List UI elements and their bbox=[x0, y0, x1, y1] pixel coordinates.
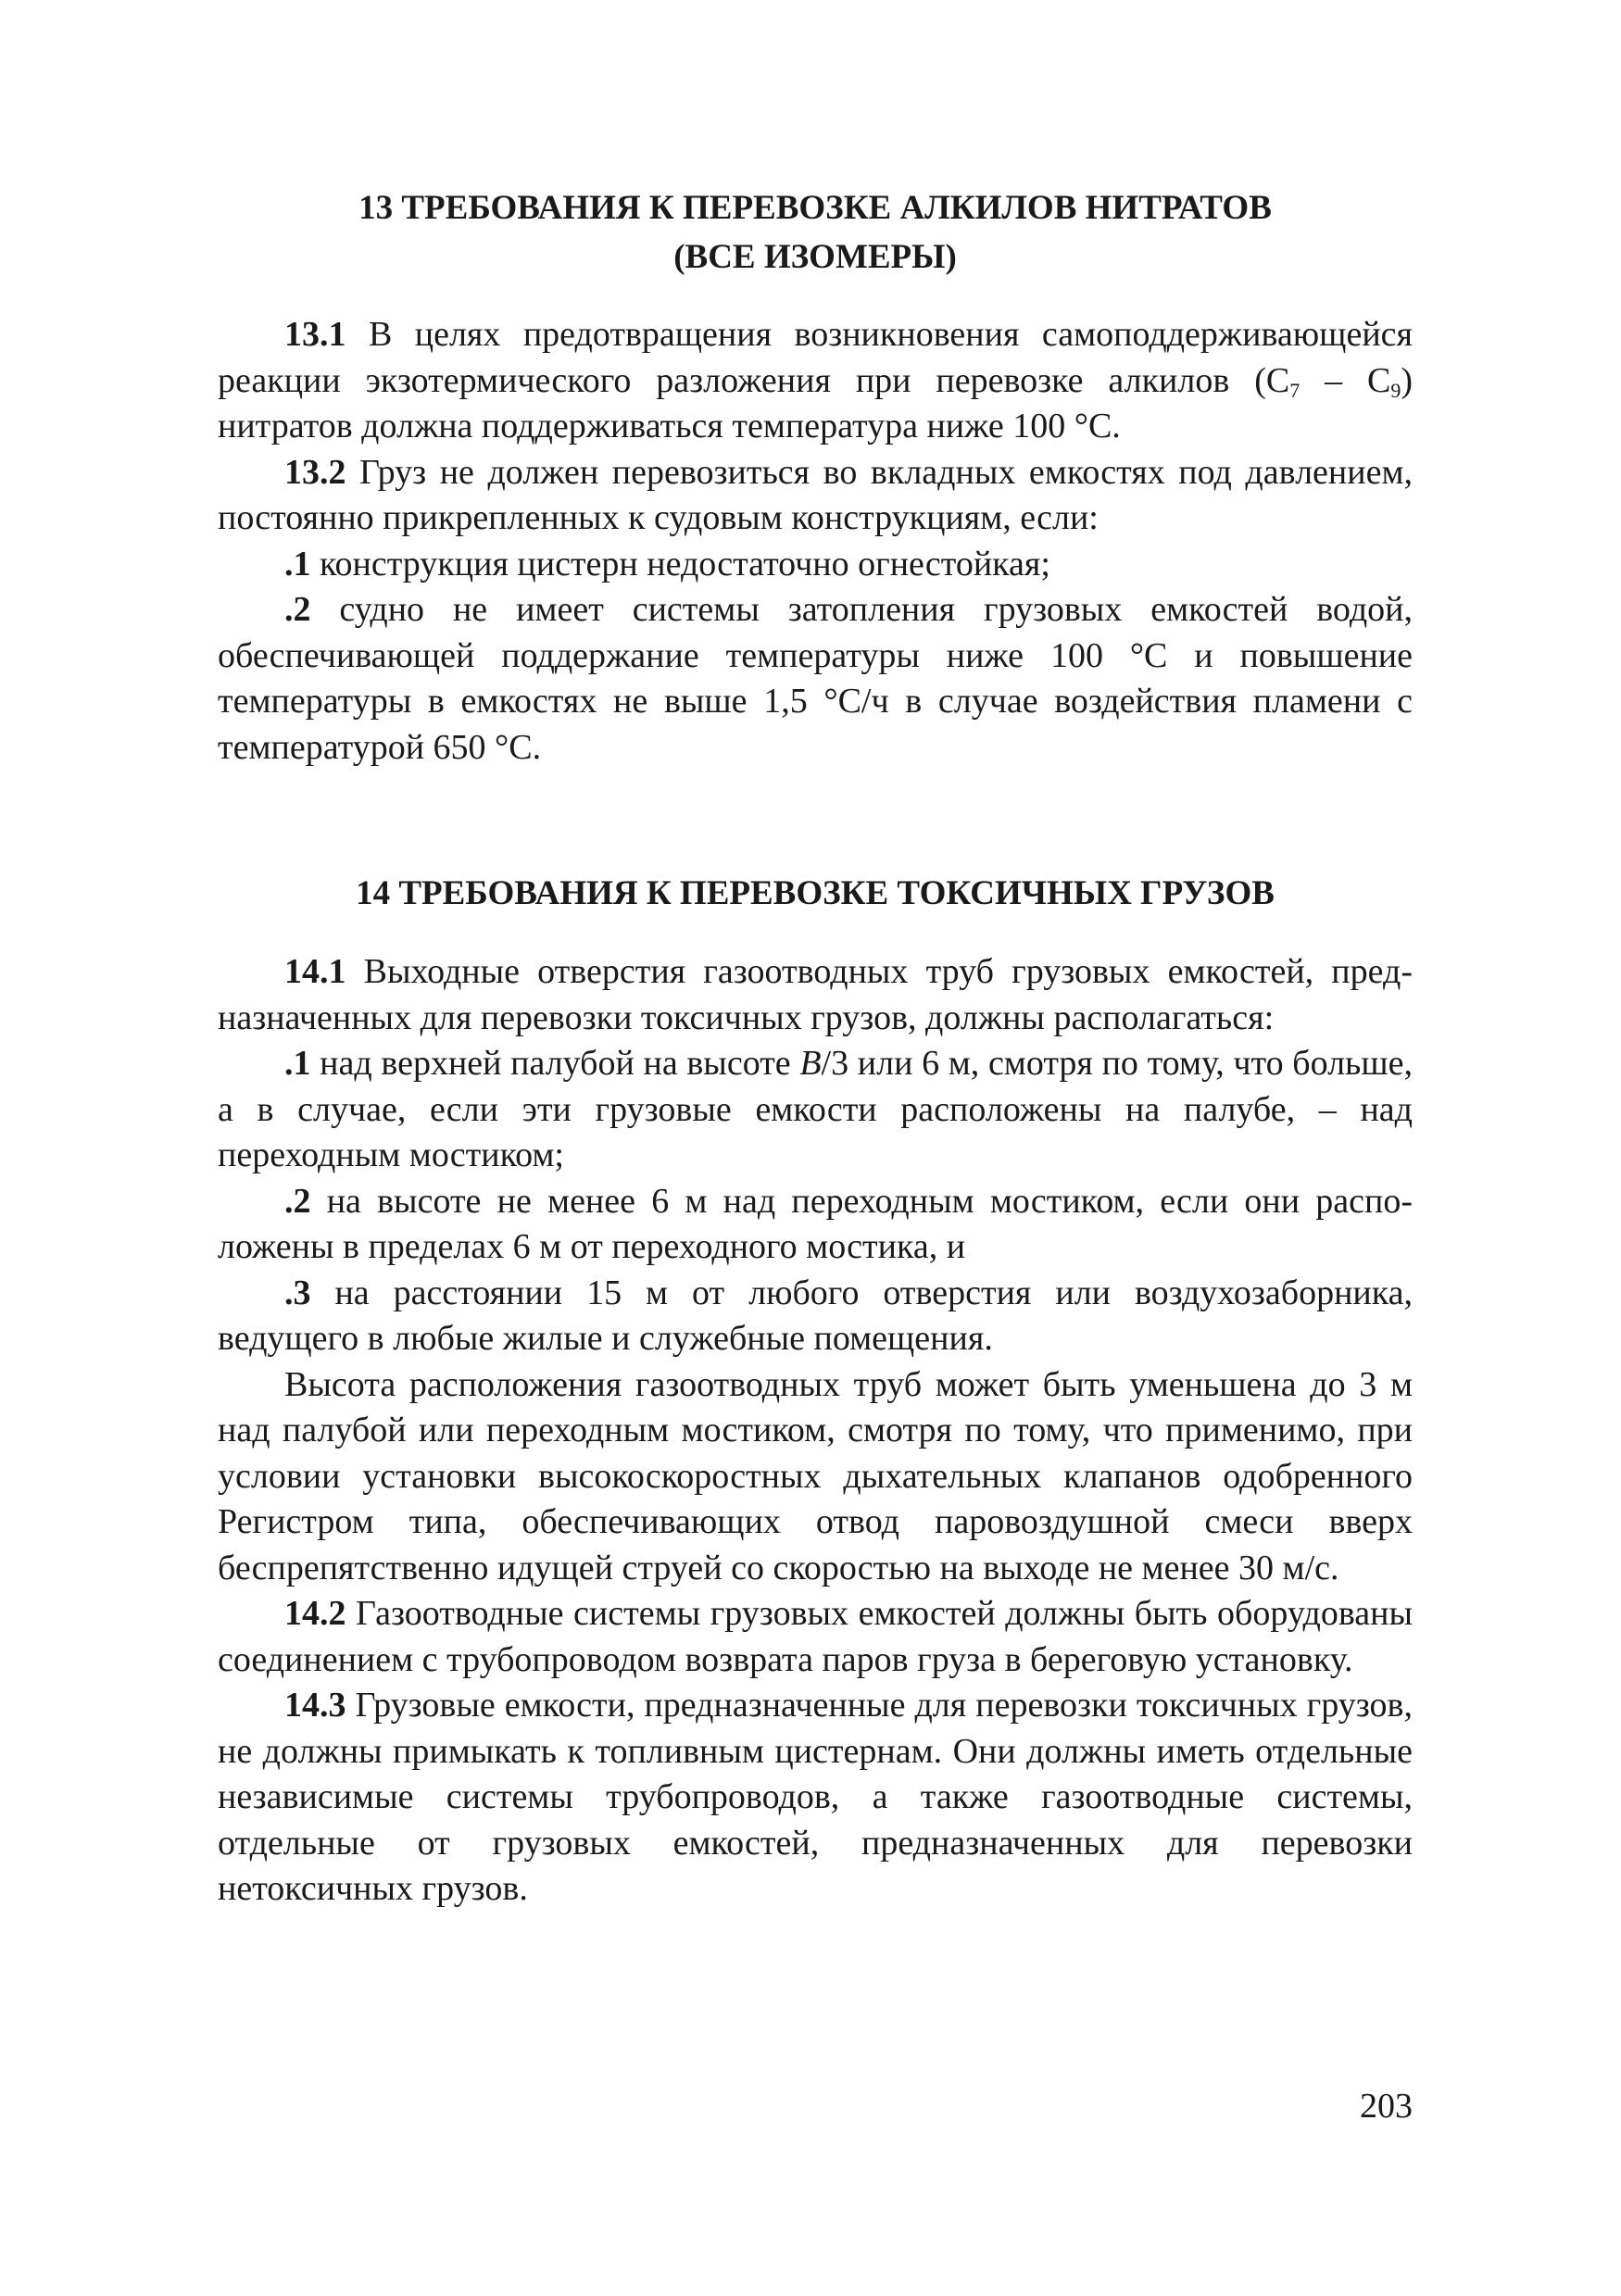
paragraph-13-2 bbox=[218, 450, 1413, 542]
paragraph-13-1-text: В целях предотвращения возникновения самоподдерживающейся реакции экзотермического разложения при перевозке алкилов (С bbox=[218, 315, 1413, 400]
list-item-14-1-1-text-b: /3 или 6 м, смотря по тому, что больше, а в случае, если эти грузовые емкости расположены на палубе, – над переходным мостиком; bbox=[218, 1044, 1413, 1174]
paragraph-13-1-text-b: – С bbox=[1300, 360, 1391, 400]
paragraph-13-1-text-c: ) нитратов должна поддерживаться температура ниже 100 °С. bbox=[218, 360, 1413, 445]
list-item-14-1-1 bbox=[218, 1041, 1413, 1179]
list-item-13-2-1-number: .1 bbox=[284, 544, 311, 583]
list-item-13-2-2 bbox=[218, 587, 1413, 771]
list-item-14-1-2-text: на высоте не менее 6 м над переходным мостиком, если они расположены в пределах 6 м от переходного мостика, и bbox=[218, 1181, 1413, 1266]
section-13-heading-line-1: 13 ТРЕБОВАНИЯ К ПЕРЕВОЗКЕ АЛКИЛОВ НИТРАТОВ bbox=[358, 189, 1272, 227]
paragraph-13-2-text: Груз не должен перевозиться во вкладных емкостях под давлением, постоянно прикрепленных к судовым конструкциям, если: bbox=[218, 452, 1413, 537]
paragraph-14-3-text: Грузовые емкости, предназначенные для перевозки токсичных грузов, не должны примыкать к топливным цистернам. Они должны иметь отдельные независимые системы трубопроводов, а также газоотводные системы, отдельные от грузовых емкостей, предназначенных для перевозки нетоксичных грузов. bbox=[218, 1686, 1413, 1908]
list-item-13-2-1 bbox=[218, 542, 1413, 588]
paragraph-14-3 bbox=[218, 1683, 1413, 1913]
list-item-13-2-2-text: судно не имеет системы затопления грузовых емкостей водой, обеспечивающей поддержание температуры ниже 100 °С и повышение температуры в емкостях не выше 1,5 °С/ч в случае воздействия пламени с температурой 650 °С. bbox=[218, 590, 1413, 767]
page-number: 203 bbox=[1360, 2087, 1413, 2126]
subscript-9: 9 bbox=[1390, 378, 1401, 402]
paragraph-14-1-number: 14.1 bbox=[284, 952, 346, 991]
subscript-7: 7 bbox=[1289, 378, 1301, 402]
list-item-14-1-2-number: .2 bbox=[284, 1181, 311, 1221]
section-14-heading: 14 ТРЕБОВАНИЯ К ПЕРЕВОЗКЕ ТОКСИЧНЫХ ГРУЗОВ bbox=[356, 874, 1275, 912]
paragraph-13-1 bbox=[218, 312, 1413, 450]
paragraph-14-2-text: Газоотводные системы грузовых емкостей должны быть оборудованы соединением с трубопроводом возврата паров груза в береговую установку. bbox=[218, 1594, 1413, 1679]
paragraph-14-1 bbox=[218, 949, 1413, 1041]
paragraph-14-1-text: Выходные отверстия газоотводных труб грузовых емкостей, предназначенных для перевозки токсичных грузов, должны располагаться: bbox=[218, 952, 1413, 1037]
section-spacer bbox=[218, 771, 1413, 869]
paragraph-13-2-number: 13.2 bbox=[284, 452, 346, 492]
paragraph-13-1-number: 13.1 bbox=[284, 315, 346, 354]
section-13-heading bbox=[218, 183, 1413, 282]
list-item-13-2-1-text: конструкция цистерн недостаточно огнестойкая; bbox=[310, 544, 1050, 583]
list-item-13-2-2-number: .2 bbox=[284, 590, 311, 629]
list-item-14-1-2 bbox=[218, 1179, 1413, 1271]
paragraph-14-2-number: 14.2 bbox=[284, 1594, 346, 1633]
list-item-14-1-1-number: .1 bbox=[284, 1044, 311, 1083]
list-item-14-1-3 bbox=[218, 1271, 1413, 1362]
variable-b: B bbox=[799, 1044, 822, 1083]
paragraph-14-3-number: 14.3 bbox=[284, 1686, 346, 1725]
section-13-heading-line-2: (ВСЕ ИЗОМЕРЫ) bbox=[673, 238, 957, 276]
list-item-14-1-1-text-a: над верхней палубой на высоте bbox=[310, 1044, 800, 1083]
document-page bbox=[218, 183, 1413, 1913]
list-item-14-1-3-number: .3 bbox=[284, 1273, 311, 1312]
paragraph-14-2 bbox=[218, 1591, 1413, 1683]
list-item-14-1-3-text: на расстоянии 15 м от любого отверстия или воздухозаборника, ведущего в любые жилые и служебные помещения. bbox=[218, 1273, 1413, 1358]
paragraph-vent-height: Высота расположения газоотводных труб может быть уменьшена до 3 м над палубой или переходным мостиком, смотря по тому, что применимо, при условии установки высокоскоростных дыхательных клапанов одобренного Регистром типа, обеспечивающих отвод паровоздушной смеси вверх беспрепятственно идущей струей со скоростью на выходе не менее 30 м/с. bbox=[218, 1364, 1413, 1587]
